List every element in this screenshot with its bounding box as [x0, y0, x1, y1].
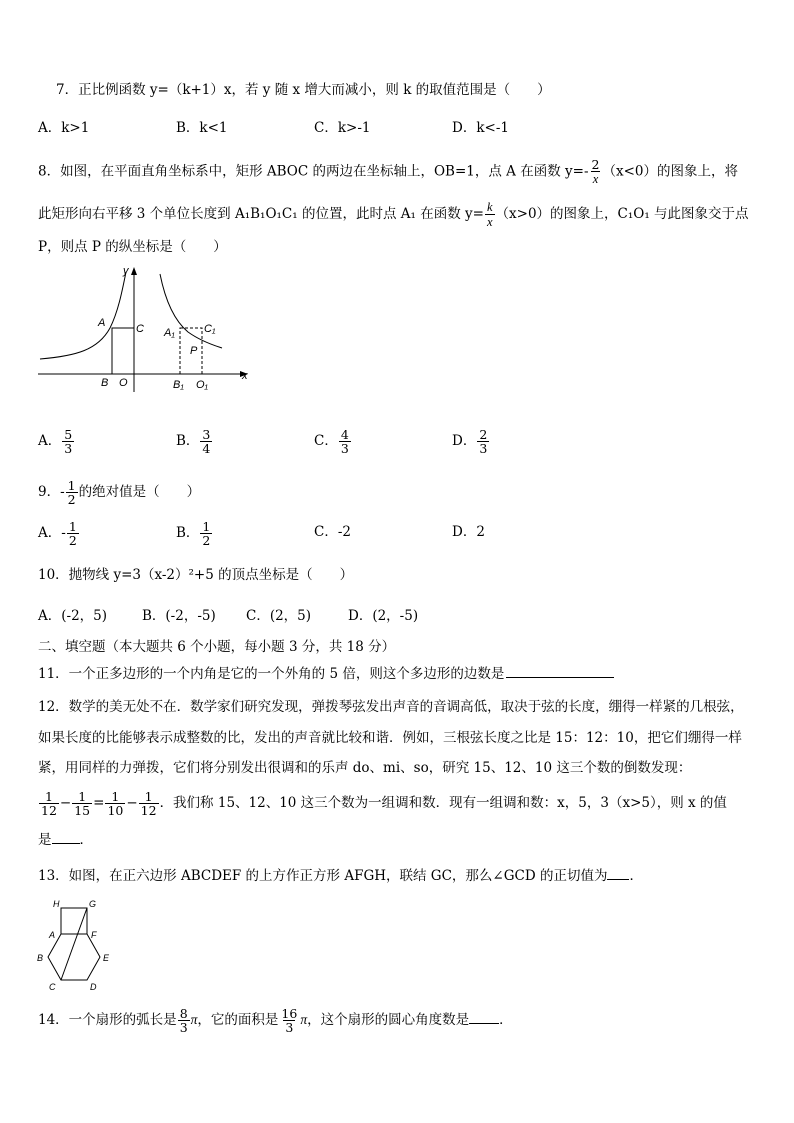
square-AFGH [61, 908, 87, 934]
label-B: B [37, 953, 44, 963]
q8-option-d: D． $\frac{2}{3}$ [452, 427, 488, 456]
q10-option-c: C．(2，5) [246, 608, 312, 624]
q12-line3: 紧，用同样的力弹拨，它们将分别发出很调和的乐声 do、mi、so，研究 15、12、10 这三个数的倒数发现： [38, 760, 692, 776]
q8-line2: 此矩形向右平移 3 个单位长度到 A₁B₁O₁C₁ 的位置，此时点 A₁ 在函数 y= $\frac{k}{x}$ （x>0）的图象上，C₁O₁ 与此图象交于点 [38, 200, 749, 229]
q7-option-b: B．k<1 [176, 120, 228, 136]
q8-figure [36, 262, 258, 396]
q9-option-b: B． $\frac{1}{2}$ [176, 519, 211, 548]
q13-stem: 13．如图，在正六边形 ABCDEF 的上方作正方形 AFGH，联结 GC，那么∠GCD 的正切值为 ． [38, 868, 643, 884]
label-C: C [49, 982, 56, 992]
label-A: A [98, 317, 106, 329]
q11-stem: 11．一个正多边形的一个内角是它的一个外角的 5 倍，则这个多边形的边数是 [38, 664, 614, 684]
label-B: B [101, 377, 109, 389]
q12-line1: 12．数学的美无处不在．数学家们研究发现，弹拨琴弦发出声音的音调高低，取决于弦的长度，绷得一样紧的几根弦， [38, 699, 744, 715]
label-P: P [190, 345, 198, 357]
q9-option-c: C．-2 [314, 524, 351, 540]
q8-line3: P，则点 P 的纵坐标是（ ） [38, 239, 227, 255]
q7-option-c: C．k>-1 [314, 120, 371, 136]
label-F: F [91, 930, 97, 940]
q12-line5: 是 ． [38, 832, 93, 848]
label-D: D [90, 982, 97, 992]
q10-option-d: D．(2，-5) [348, 608, 419, 624]
q8-option-c: C． $\frac{4}{3}$ [314, 427, 349, 456]
q9-stem: 9．- $\frac{1}{2}$ 的绝对值是（ ） [38, 478, 201, 507]
label-y: y [123, 265, 129, 277]
q14-stem: 14．一个扇形的弧长是 $\frac{8}{3}$ π，它的面积是 $\frac{16}{3}$ π，这个扇形的圆心角度数是 ． [38, 1006, 513, 1035]
q12-line2: 如果长度的比能够表示成整数的比，发出的声音就比较和谐．例如，三根弦长度之比是 15：12：10，把它们绷得一样 [38, 730, 742, 746]
label-C1: C₁ [204, 323, 216, 335]
q8-line1: 8．如图，在平面直角坐标系中，矩形 ABOC 的两边在坐标轴上，OB=1，点 A 在函数 y=- $\frac{2}{x}$ （x<0）的图象上，将 [38, 157, 738, 186]
label-A1: A₁ [164, 327, 175, 339]
q7-option-d: D．k<-1 [452, 120, 509, 136]
q12-answer-blank[interactable] [52, 831, 80, 844]
rectangle-ABOC [112, 328, 134, 374]
q11-answer-blank[interactable] [506, 665, 614, 678]
q13-figure [34, 894, 120, 992]
q10-option-b: B．(-2，-5) [142, 608, 216, 624]
q8-fraction-k-over-x: $\frac{k}{x}$ [486, 200, 493, 229]
q9-option-d: D．2 [452, 524, 485, 540]
section-heading-fill-in: 二、填空题（本大题共 6 个小题，每小题 3 分，共 18 分） [38, 639, 396, 655]
segment-GC [61, 908, 87, 980]
label-A: A [49, 930, 56, 940]
y-axis-arrow [131, 267, 137, 275]
label-C: C [136, 323, 144, 335]
q10-option-a: A．(-2，5) [38, 608, 108, 624]
q8-option-b: B． $\frac{3}{4}$ [176, 427, 211, 456]
q14-answer-blank[interactable] [469, 1011, 499, 1024]
label-G: G [89, 899, 97, 909]
label-H: H [53, 899, 60, 909]
q13-answer-blank[interactable] [607, 867, 629, 880]
q7-option-a: A．k>1 [38, 120, 90, 136]
q8-fraction-2-over-x: $\frac{2}{x}$ [591, 157, 600, 186]
label-x: x [242, 370, 248, 382]
q12-line4: $\frac{1}{12}$ − $\frac{1}{15}$ = $\frac{1}{10}$ − $\frac{1}{12}$ ．我们称 15、12、10 这三个数为一组调和数．现有一组调和数：x，5，3（x>5），则 x 的值 [41, 789, 727, 818]
label-O1: O₁ [196, 379, 209, 391]
q7-stem: 7．正比例函数 y=（k+1）x，若 y 随 x 增大而减小，则 k 的取值范围是（ ） [56, 82, 551, 98]
label-B1: B₁ [173, 379, 184, 391]
q8-option-a: A． $\frac{5}{3}$ [38, 427, 73, 456]
hexagon-ABCDEF [48, 934, 100, 980]
q9-option-a: A．- $\frac{1}{2}$ [38, 519, 77, 548]
label-O: O [119, 377, 128, 389]
label-E: E [103, 953, 110, 963]
hyperbola-left-branch [40, 272, 126, 359]
q10-stem: 10．抛物线 y=3（x-2）²+5 的顶点坐标是（ ） [38, 567, 354, 583]
